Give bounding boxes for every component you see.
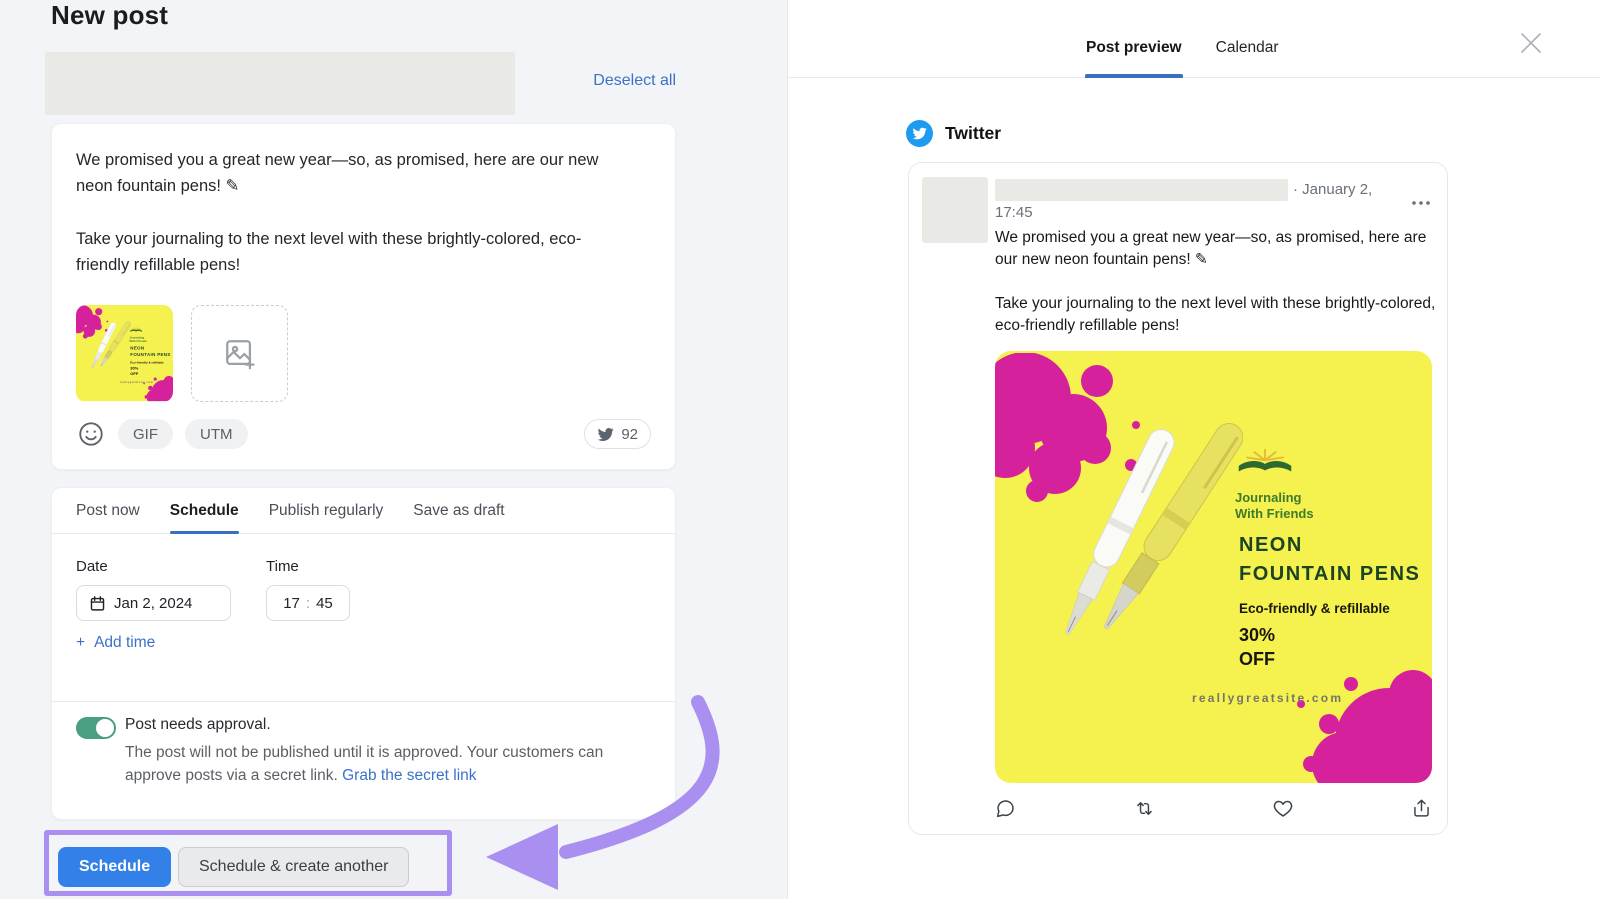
username-redacted [995,179,1288,201]
promo-discount [130,366,138,377]
add-image-button[interactable] [191,305,288,402]
promo-headline-line1: NEON [1239,534,1303,556]
preview-panel [787,0,1600,899]
promo-headline [1239,531,1420,589]
time-hours[interactable]: 17 [283,594,300,612]
fountain-pens-illustration [1013,399,1243,689]
tweet-text-paragraph-2: Take your journaling to the next level with these brightly-colored, eco-friendly refillable pens! [995,295,1436,334]
approval-texts [125,716,652,787]
post-text-paragraph-1[interactable]: We promised you a great new year—so, as promised, here are our new neon fountain pens! ✎ [76,151,599,195]
promo-subheadline: Eco-friendly & refillable [1239,601,1390,616]
book-sun-icon [1235,447,1295,479]
date-label: Date [76,558,108,575]
highlight-box [44,830,452,896]
post-text-paragraph-2[interactable]: Take your journaling to the next level with these brightly-colored, eco-friendly refillable pens! [76,230,582,274]
time-field-group [266,558,350,621]
fountain-pens-illustration [80,316,131,381]
promo-discount [1239,623,1275,671]
more-options-icon [1411,193,1431,211]
approval-section [76,716,653,787]
tweet-text [995,227,1440,359]
promo-brand-logo [1235,447,1314,522]
promo-headline [130,345,170,358]
promo-brand-logo [129,326,146,343]
tab-post-now[interactable]: Post now [76,501,140,519]
page-title: New post [51,0,169,30]
preview-header [788,0,1600,78]
calendar-icon [89,595,106,612]
approval-description [125,741,652,787]
schedule-fields [52,534,675,621]
promo-discount-line1: 30% [130,365,139,371]
date-field-group [76,558,231,621]
publish-tabs [52,488,675,534]
tab-schedule[interactable]: Schedule [170,488,239,533]
emoji-button[interactable] [76,419,106,449]
like-icon [1272,798,1294,822]
deselect-all-link[interactable]: Deselect all [593,72,676,89]
tweet-preview-card [908,162,1448,835]
time-separator: : [305,594,311,612]
tab-save-as-draft[interactable]: Save as draft [413,501,505,519]
promo-headline-line2: FOUNTAIN PENS [130,352,171,358]
tab-publish-regularly[interactable]: Publish regularly [268,501,384,519]
tweet-text-paragraph-1: We promised you a great new year—so, as promised, here are our new neon fountain pens! ✎ [995,229,1427,268]
twitter-icon [912,126,927,141]
time-label: Time [266,558,299,575]
promo-discount-line2: OFF [130,371,139,376]
secret-link[interactable]: Grab the secret link [342,767,477,784]
utm-button[interactable]: UTM [185,419,248,449]
promo-headline-line1: NEON [130,345,145,351]
retweet-icon [1133,798,1156,822]
promo-discount-line1: 30% [1239,625,1276,645]
twitter-icon [597,426,614,443]
promo-brand-line2: With Friends [1235,506,1314,521]
close-button[interactable] [1514,27,1548,61]
gif-button[interactable]: GIF [118,419,173,449]
time-minutes[interactable]: 45 [316,594,333,612]
tab-post-preview[interactable]: Post preview [1086,39,1182,78]
approval-toggle[interactable] [76,717,116,739]
media-row [76,305,651,402]
book-sun-icon [129,326,142,333]
promo-image [995,351,1432,783]
add-time-link[interactable] [76,634,155,652]
tab-calendar[interactable]: Calendar [1215,39,1279,56]
network-row [906,120,1001,147]
approval-title: Post needs approval. [125,716,271,733]
promo-image [76,305,173,401]
tweet-time: 17:45 [995,204,1033,221]
avatar-redacted [922,177,988,243]
reply-icon [995,798,1016,822]
tweet-actions [995,797,1432,822]
divider [52,701,675,702]
network-label: Twitter [945,123,1002,143]
close-icon [1515,27,1547,59]
tweet-date: · January 2, [1293,181,1373,198]
add-time-label: Add time [94,634,156,651]
time-input[interactable] [266,585,350,621]
share-icon [1411,797,1432,822]
twitter-badge [906,120,933,147]
date-value: Jan 2, 2024 [114,594,193,612]
promo-website: reallygreatsite.com [119,380,154,384]
post-toolbar [76,419,651,449]
approval-description-text: The post will not be published until it is approved. Your customers can approve posts via a secret link. [125,744,604,784]
schedule-button[interactable]: Schedule [58,847,171,887]
preview-tabs [1086,0,1279,78]
promo-brand-line2: With Friends [129,339,147,343]
post-image-thumbnail[interactable] [76,305,173,402]
schedule-card [51,487,676,820]
schedule-create-another-button[interactable]: Schedule & create another [178,847,409,887]
promo-discount-line2: OFF [1239,649,1275,669]
post-editor-card [51,123,676,470]
emoji-smiley-icon [77,420,105,448]
tweet-image [995,351,1432,783]
plus-icon: + [76,634,86,651]
pink-splash-bottom-right [1289,642,1432,783]
promo-website: reallygreatsite.com [1192,691,1344,705]
new-post-panel [0,0,787,899]
toggle-knob [96,719,114,737]
char-count-value: 92 [621,425,638,443]
twitter-char-counter [584,419,651,449]
pink-splash-bottom-right [141,370,173,401]
promo-brand-line1: Journaling [1235,490,1302,505]
date-input[interactable] [76,585,231,621]
image-plus-icon [223,337,257,371]
promo-headline-line2: FOUNTAIN PENS [1239,563,1421,585]
promo-brand-line1: Journaling [129,335,145,340]
promo-subheadline: Eco-friendly & refillable [130,360,164,364]
